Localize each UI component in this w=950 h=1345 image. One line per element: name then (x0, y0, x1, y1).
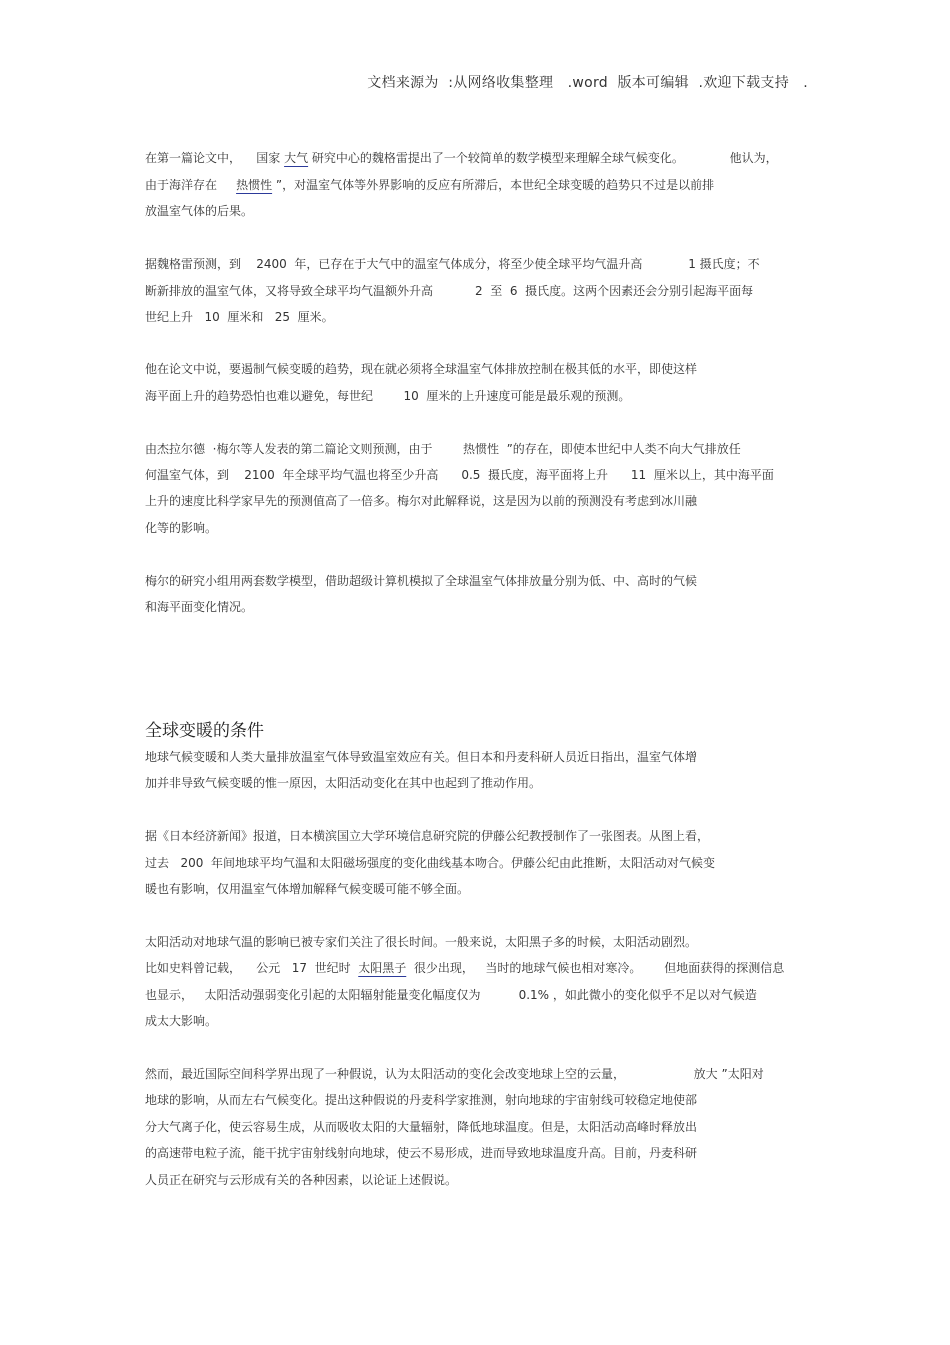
paragraph-5-line-1: 梅尔的研究小组用两套数学模型，借助超级计算机模拟了全球温室气体排放量分别为低、中、高时的气候 (145, 574, 698, 588)
underlined-term-reguanxing: 热惯性 (236, 178, 273, 192)
section-paragraph-1-line-1: 地球气候变暖和人类大量排放温室气体导致温室效应有关。但日本和丹麦科研人员近日指出，温室气体增 (145, 750, 698, 764)
paragraph-1-line-3: 放温室气体的后果。 (145, 204, 254, 218)
section-paragraph-1-line-2: 加并非导致气候变暖的惟一原因，太阳活动变化在其中也起到了推动作用。 (145, 776, 542, 790)
section-paragraph-2-line-3: 暖也有影响，仅用温室气体增加解释气候变暖可能不够全面。 (145, 882, 470, 896)
section-paragraph-4-line-4: 的高速带电粒子流，能干扰宇宙射线射向地球，使云不易形成，进而导致地球温度升高。目前，丹麦科研 (145, 1146, 698, 1160)
paragraph-2-line-3: 世纪上升 10 厘米和 25 厘米。 (145, 310, 334, 324)
section-paragraph-3-line-2: 比如史料曾记载， 公元 17 世纪时 太阳黑子 很少出现， 当时的地球气候也相对寒冷。 但地面获得的探测信息 (145, 961, 785, 975)
paragraph-4-line-3: 上升的速度比科学家早先的预测值高了一倍多。梅尔对此解释说，这是因为以前的预测没有考虑到冰川融 (145, 494, 698, 508)
section-heading: 全球变暖的条件 (145, 721, 264, 741)
paragraph-1-line-2: 由于海洋存在 热惯性 ”，对温室气体等外界影响的反应有所滞后，本世纪全球变暖的趋势只不过是以前排 (145, 178, 715, 192)
paragraph-5-line-2: 和海平面变化情况。 (145, 600, 254, 614)
section-paragraph-3-line-4: 成太大影响。 (145, 1014, 218, 1028)
paragraph-1-line-1: 在第一篇论文中， 国家 大气 研究中心的魏格雷提出了一个较简单的数学模型来理解全球气候变化。 他认为， (145, 151, 778, 165)
paragraph-3-line-1: 他在论文中说，要遏制气候变暖的趋势，现在就必须将全球温室气体排放控制在极其低的水平，即使这样 (145, 362, 698, 376)
underlined-term-taiyangheizi: 太阳黑子 (358, 961, 407, 975)
section-paragraph-4-line-1: 然而，最近国际空间科学界出现了一种假说，认为太阳活动的变化会改变地球上空的云量， 放大 ”太阳对 (145, 1067, 764, 1081)
paragraph-4-line-4: 化等的影响。 (145, 521, 218, 535)
section-paragraph-3-line-3: 也显示， 太阳活动强弱变化引起的太阳辐射能量变化幅度仅为 0.1% ，如此微小的变化似乎不足以对气候造 (145, 988, 757, 1002)
underlined-term-daqi: 大气 (284, 151, 309, 165)
paragraph-4-line-1: 由杰拉尔德 ·梅尔等人发表的第二篇论文则预测，由于 热惯性 ”的存在，即使本世纪中人类不向大气排放任 (145, 442, 741, 456)
section-paragraph-2-line-1: 据《日本经济新闻》报道，日本横滨国立大学环境信息研究院的伊藤公纪教授制作了一张图表。从图上看， (145, 829, 710, 843)
header-source-note: 文档来源为 :从网络收集整理 .word 版本可编辑 .欢迎下载支持 . (367, 75, 808, 91)
paragraph-3-line-2: 海平面上升的趋势恐怕也难以避免，每世纪 10 厘米的上升速度可能是最乐观的预测。 (145, 389, 631, 403)
section-paragraph-3-line-1: 太阳活动对地球气温的影响已被专家们关注了很长时间。一般来说，太阳黑子多的时候，太阳活动剧烈。 (145, 935, 698, 949)
paragraph-4-line-2: 何温室气体，到 2100 年全球平均气温也将至少升高 0.5 摄氏度，海平面将上升 11 厘米以上，其中海平面 (145, 468, 774, 482)
paragraph-2-line-2: 断新排放的温室气体，又将导致全球平均气温额外升高 2 至 6 摄氏度。这两个因素还会分别引起海平面每 (145, 284, 754, 298)
paragraph-2-line-1: 据魏格雷预测，到 2400 年，已存在于大气中的温室气体成分，将至少使全球平均气温升高 1 摄氏度；不 (145, 257, 760, 271)
section-paragraph-4-line-5: 人员正在研究与云形成有关的各种因素，以论证上述假说。 (145, 1173, 458, 1187)
section-paragraph-2-line-2: 过去 200 年间地球平均气温和太阳磁场强度的变化曲线基本吻合。伊藤公纪由此推断，太阳活动对气候变 (145, 856, 715, 870)
section-paragraph-4-line-2: 地球的影响，从而左右气候变化。提出这种假说的丹麦科学家推测，射向地球的宇宙射线可较稳定地使部 (145, 1093, 698, 1107)
section-paragraph-4-line-3: 分大气离子化，使云容易生成，从而吸收太阳的大量辐射，降低地球温度。但是，太阳活动高峰时释放出 (145, 1120, 698, 1134)
